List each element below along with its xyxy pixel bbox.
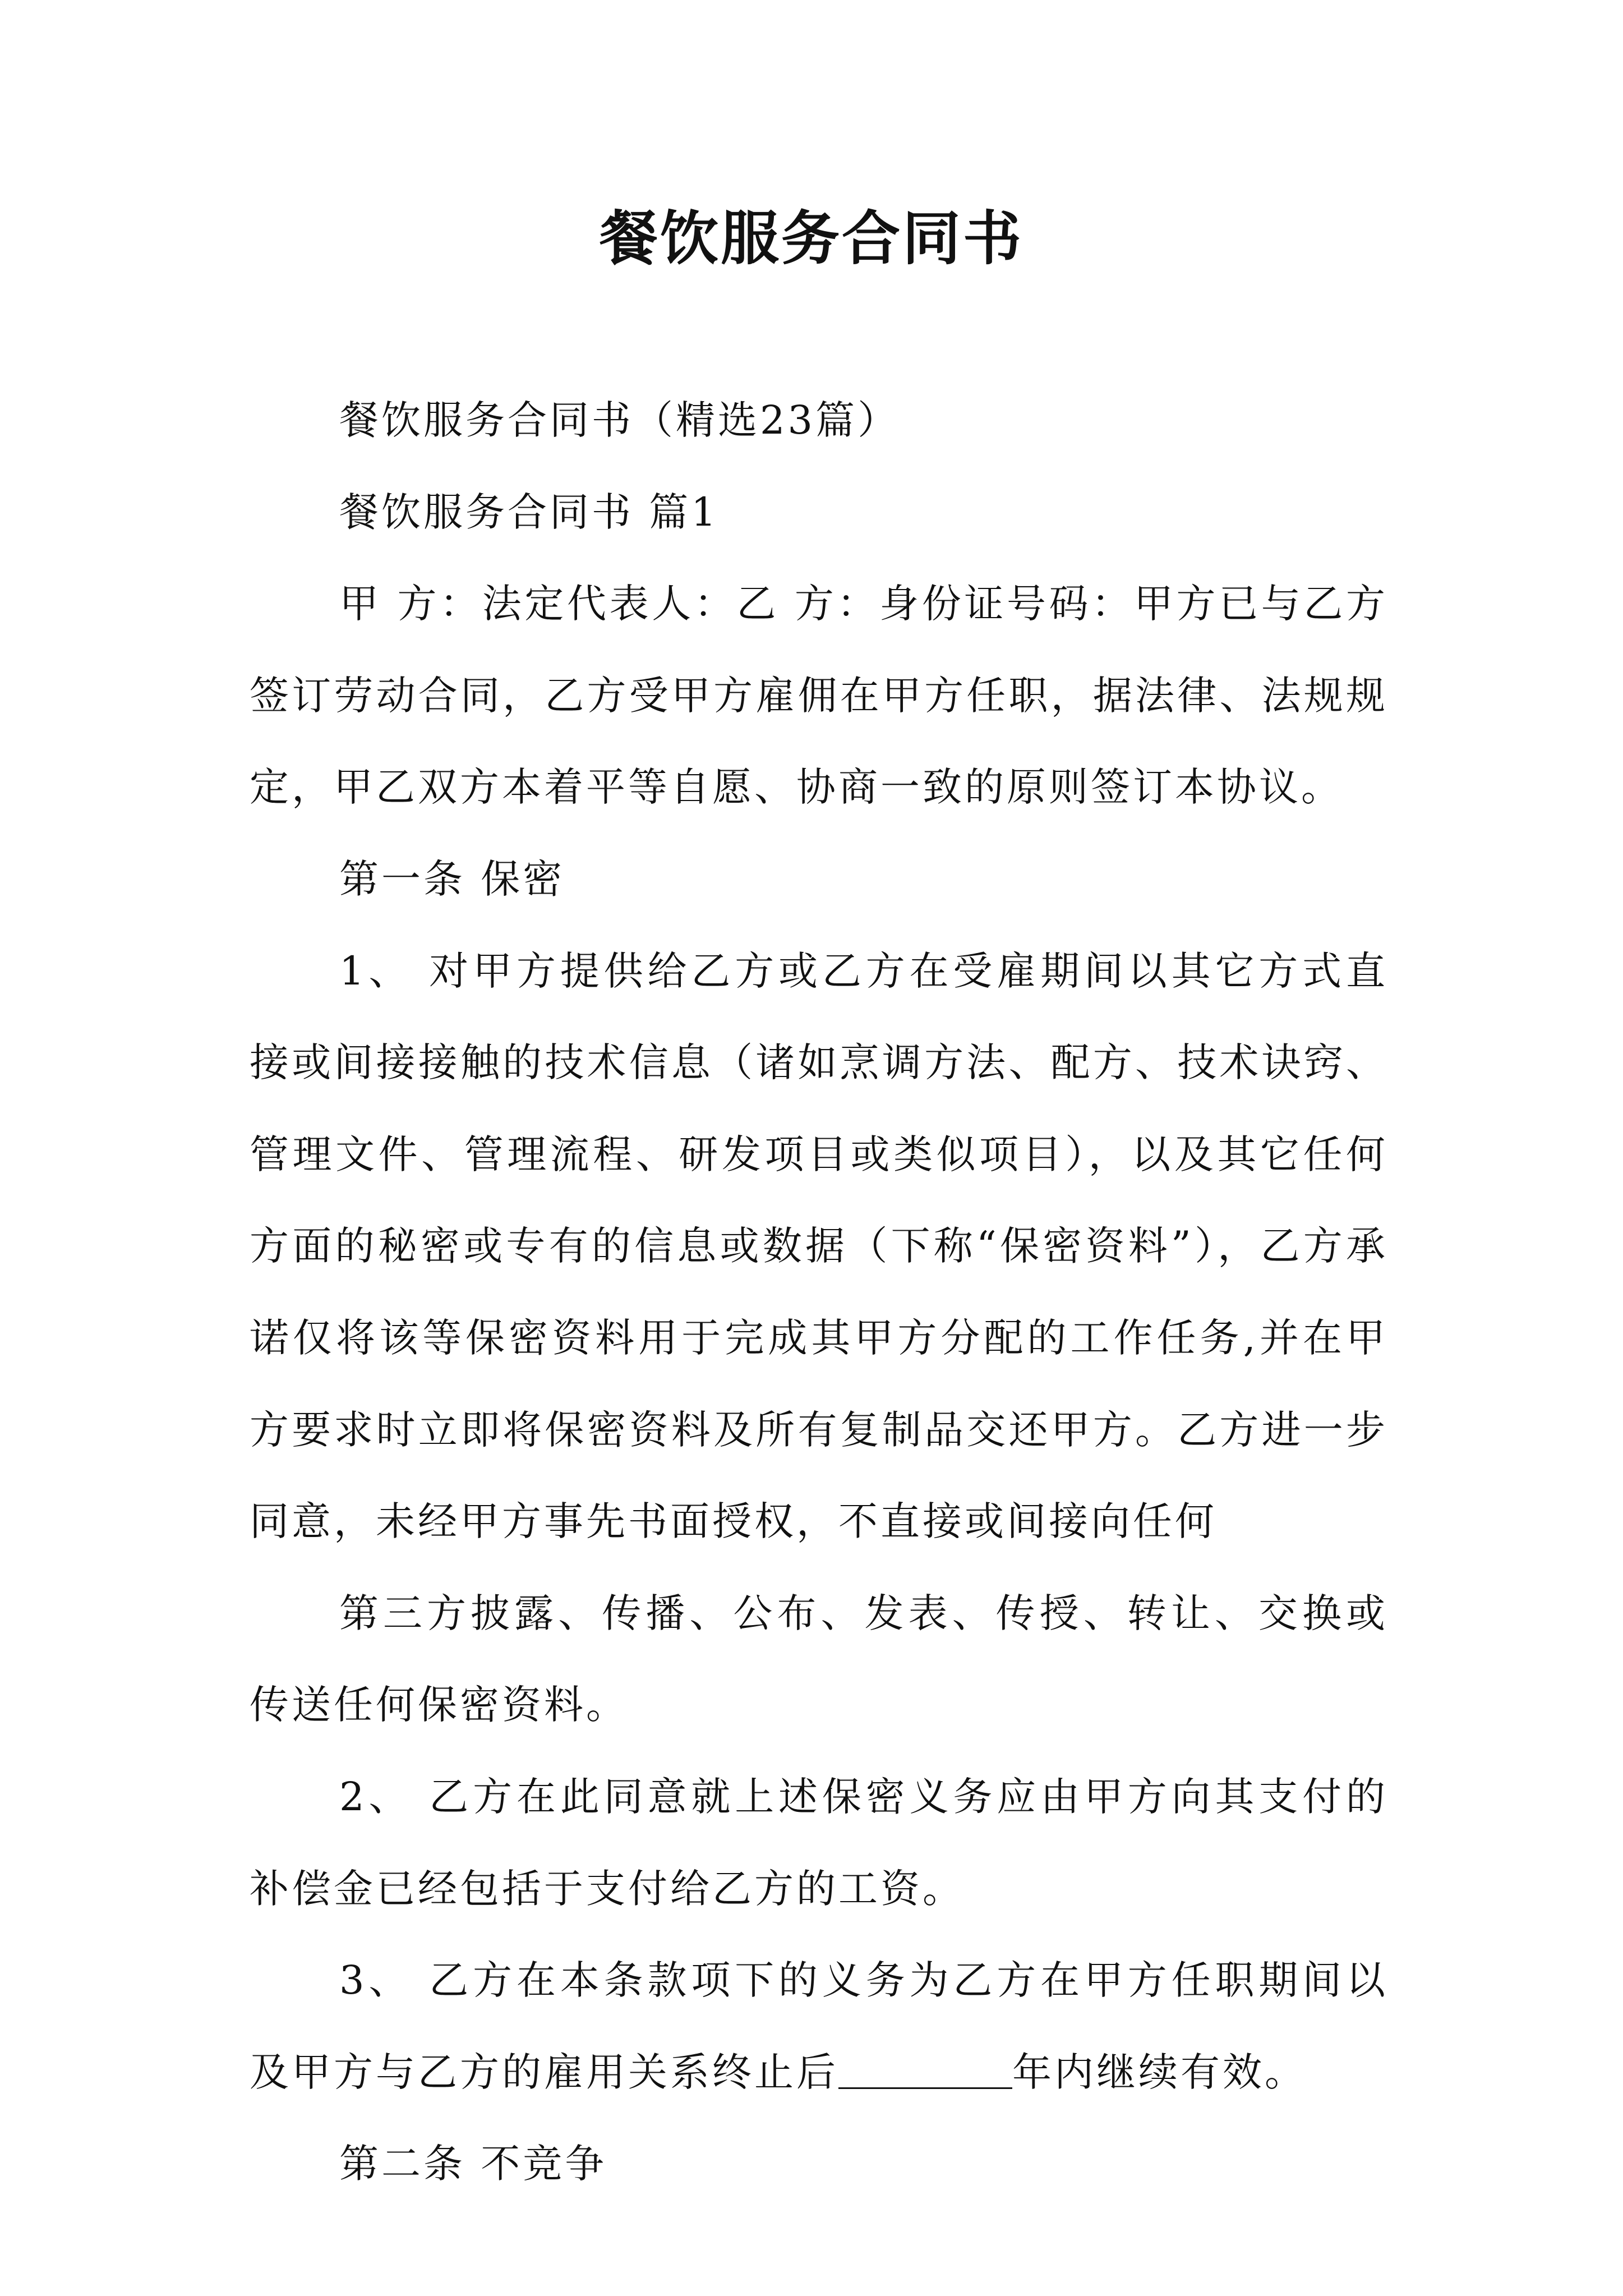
document-body [250, 375, 1388, 2210]
document-title: 餐饮服务合同书 [599, 204, 1023, 273]
subtitle-paragraph: 餐饮服务合同书（精选23篇） [339, 397, 900, 443]
body-paragraph: 2、 乙方在此同意就上述保密义务应由甲方向其支付的补偿金已经包括于支付给乙方的工资。 [250, 1773, 1388, 1912]
clause-text: 3、 乙方在本条款项下的义务为乙方在甲方任职期间以及甲方与乙方的雇用关系终止后 [250, 1957, 1388, 2095]
clause-text-end: 年内继续有效。 [1012, 2049, 1307, 2095]
clause-heading: 第一条 保密 [339, 855, 565, 902]
body-paragraph: 甲 方：法定代表人：乙 方：身份证号码：甲方已与乙方签订劳动合同，乙方受甲方雇佣在甲方任职，据法律、法规规定，甲乙双方本着平等自愿、协商一致的原则签订本协议。 [250, 581, 1388, 811]
section-heading: 餐饮服务合同书 篇1 [339, 489, 719, 535]
clause-heading: 第二条 不竞争 [339, 2141, 607, 2187]
body-paragraph: 第三方披露、传播、公布、发表、传授、转让、交换或传送任何保密资料。 [250, 1590, 1388, 1728]
body-paragraph: 1、 对甲方提供给乙方或乙方在受雇期间以其它方式直接或间接接触的技术信息（诸如烹调方法、配方、技术诀窍、管理文件、管理流程、研发项目或类似项目），以及其它任何方面的秘密或专有的信息或数据（下称“保密资料”），乙方承诺仅将该等保密资料用于完成其甲方分配的工作任务,并在甲方要求时立即将保密资料及所有复制品交还甲方。乙方进一步同意，未经甲方事先书面授权，不直接或间接向任何 [250, 947, 1388, 1545]
body-paragraph [250, 1935, 1388, 2118]
fill-in-blank [838, 2048, 1012, 2089]
